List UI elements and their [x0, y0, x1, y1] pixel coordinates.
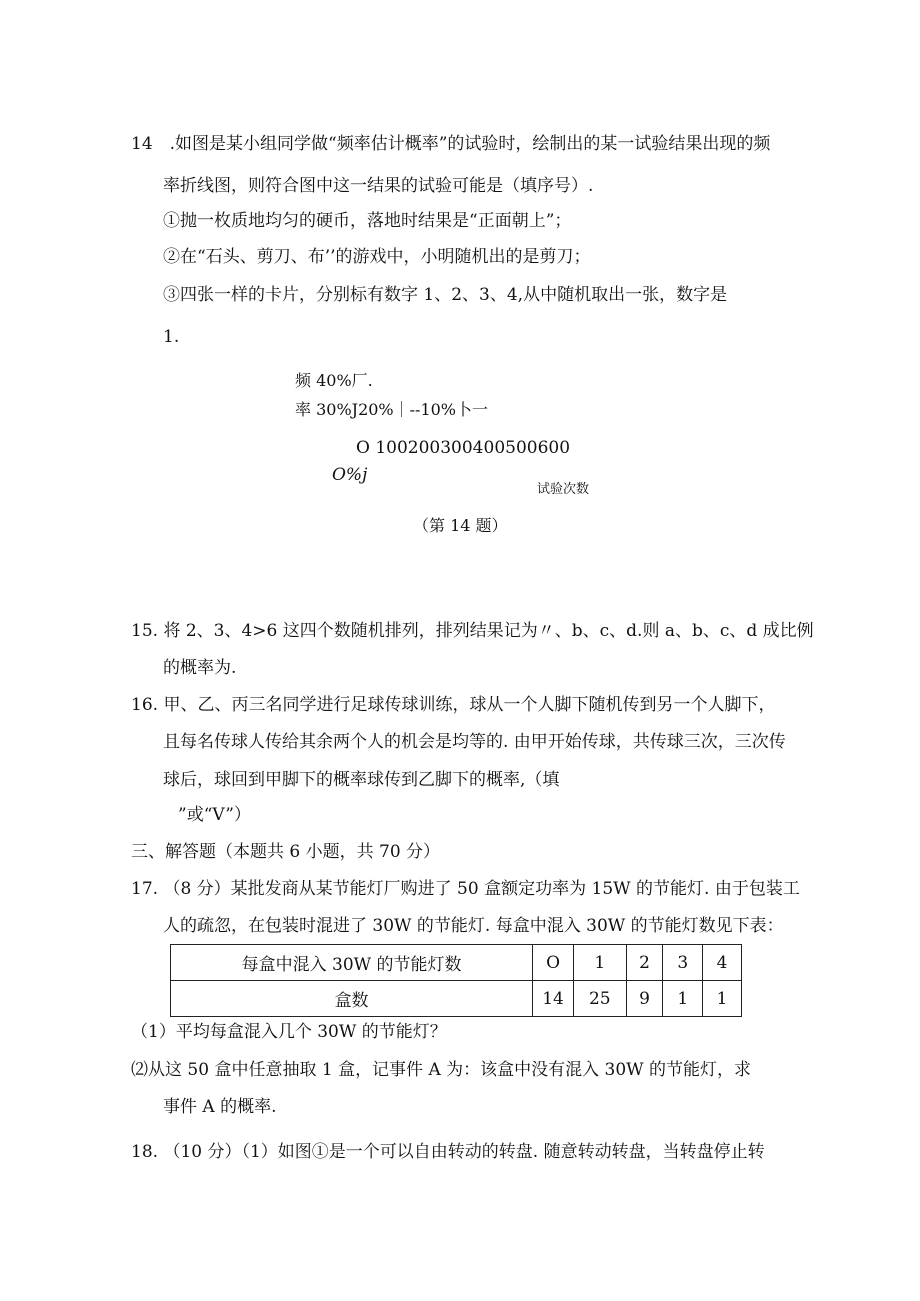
q16-line1: 16. 甲、乙、丙三名同学进行足球传球训练，球从一个人脚下随机传到另一个人脚下，	[131, 695, 776, 715]
q14-option-2: ②在“石头、剪刀、布’’的游戏中，小明随机出的是剪刀；	[163, 247, 591, 267]
table-row	[171, 981, 742, 1017]
q16-line3: 球后，球回到甲脚下的概率球传到乙脚下的概率,（填	[163, 770, 560, 790]
q18-line1: 18. （10 分）（1）如图①是一个可以自由转动的转盘. 随意转动转盘，当转盘停止转	[131, 1142, 765, 1162]
table-cell: 4	[703, 945, 742, 981]
q16-line2: 且每名传球人传给其余两个人的机会是均等的. 由甲开始传球，共传球三次，三次传	[163, 732, 786, 752]
table-cell: 25	[573, 981, 626, 1017]
table-cell: O	[533, 945, 574, 981]
q17-sub2-line2: 事件 A 的概率.	[163, 1097, 277, 1117]
q14-line2: 率折线图，则符合图中这一结果的试验可能是（填序号）.	[163, 176, 594, 196]
figure-caption: （第 14 题）	[413, 516, 508, 535]
q14-option-1: ①抛一枚质地均匀的硬币，落地时结果是“正面朝上”；	[163, 211, 572, 231]
q15-line1: 15. 将 2、3、4>6 这四个数随机排列，排列结果记为〃、b、c、d.则 a、b、c、d 成比例	[131, 621, 814, 641]
figure-row1: 频 40%厂.	[295, 371, 373, 390]
table-cell: 14	[533, 981, 574, 1017]
table-cell-label: 盒数	[171, 981, 533, 1017]
table-cell: 1	[573, 945, 626, 981]
figure-row4: O%j	[332, 465, 368, 485]
figure-row2: 率 30%J20%｜--10%卜一	[295, 400, 489, 419]
q14-option-3-cont: 1.	[163, 327, 180, 347]
table-cell: 1	[703, 981, 742, 1017]
q16-line4: ”或“V”）	[178, 805, 251, 825]
q14-option-3: ③四张一样的卡片，分别标有数字 1、2、3、4,从中随机取出一张，数字是	[163, 285, 728, 305]
section-heading: 三、解答题（本题共 6 小题，共 70 分）	[131, 842, 441, 862]
q17-sub2-line1: ⑵从这 50 盒中任意抽取 1 盒，记事件 A 为：该盒中没有混入 30W 的节能灯，求	[131, 1060, 752, 1080]
q14-line1: 14 .如图是某小组同学做“频率估计概率”的试验时，绘制出的某一试验结果出现的频	[131, 134, 771, 154]
figure-x-label: 试验次数	[537, 482, 590, 497]
table-cell: 9	[626, 981, 663, 1017]
table-cell: 2	[626, 945, 663, 981]
q17-line2: 人的疏忽，在包装时混进了 30W 的节能灯. 每盒中混入 30W 的节能灯数见下表：	[163, 916, 784, 936]
table-cell: 1	[663, 981, 703, 1017]
q17-sub1: （1）平均每盒混入几个 30W 的节能灯？	[131, 1022, 447, 1042]
table-cell: 3	[663, 945, 703, 981]
table-cell-label: 每盒中混入 30W 的节能灯数	[171, 945, 533, 981]
figure-row3: O 100200300400500600	[356, 438, 571, 458]
q17-line1: 17. （8 分）某批发商从某节能灯厂购进了 50 盒额定功率为 15W 的节能灯. 由于包装工	[131, 879, 800, 899]
q15-line2: 的概率为.	[163, 658, 237, 678]
q17-table	[170, 944, 742, 1017]
table-row	[171, 945, 742, 981]
